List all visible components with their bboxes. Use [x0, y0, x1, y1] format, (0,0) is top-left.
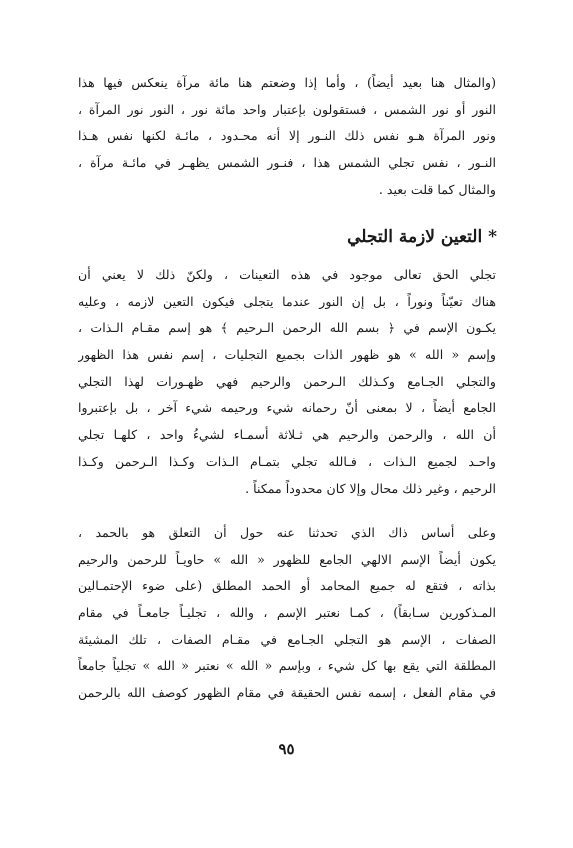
text-line: يكـون الإسم في ﴿ بسم الله الرحمن الـرحيم ﴾ هو إسم مقـام الـذات ،	[78, 320, 496, 336]
text-line: وعلى أساس ذاك الذي تحدثنا عنه حول أن التعلق هو بالحمد ،	[78, 525, 496, 540]
text-line: هناك تعيّناً ونوراً ، بل إن النور عندما يتجلى فيكون التعين لازمه ، وعليه	[78, 293, 496, 309]
text-line: النور أو نور الشمس ، فستقولون بإعتبار واحد مائة نور ، النور نور المرآة ،	[78, 101, 496, 117]
text-line: أن الله ، والرحمن والرحيم هي ثـلاثة أسمـاء لشيءُ واحد ، كلهـا تجلي	[78, 427, 496, 443]
text-line: النـور ، نفس تجلي الشمس هذا ، فنـور الشمس يظهـر في مائـة مرآة ،	[78, 155, 496, 171]
text-line: يكون أيضاً الإسم الالهي الجامع للظهور « الله » حاويـاً للرحمن والرحيم	[78, 551, 496, 567]
text-line: الرحيم ، وغير ذلك محال وإلا كان محدوداً ممكناً .	[245, 480, 496, 496]
paragraph-manifestation	[78, 262, 496, 502]
text-line: تجلي الحق تعالى موجود في هذه التعينات ، ولكنّ ذلك لا يعني أن	[78, 267, 496, 282]
section-heading: * التعين لازمة التجلي	[347, 227, 497, 247]
text-line: المطلقة التي يقع بها كل شيء ، وبإسم « الله » نعتبر « الله » تجلياً جامعاً	[78, 658, 496, 674]
text-line: بذاته ، فتقع له جميع المحامد أو الحمد المطلق (على ضوء الإحتمـالين	[78, 578, 496, 594]
paragraph-mirror-analogy	[78, 70, 496, 203]
page-number: ٩٥	[278, 740, 295, 758]
text-line: الصفات ، الإسم هو التجلي الجـامع في مقـام الصفات ، تلك المشيئة	[78, 631, 496, 647]
text-line: في مقام الفعل ، إسمه نفس الحقيقة في مقام الظهور كوصف الله بالرحمن	[78, 685, 496, 701]
text-line: والمثال كما قلت بعيد .	[378, 181, 496, 197]
paragraph-praise	[78, 520, 496, 707]
text-line: (والمثال هنا بعيد أيضاً) ، وأما إذا وضعتم هنا مائة مرآة ينعكس فيها هذا	[78, 75, 496, 90]
text-line: الجامع أيضاً ، لا بمعنى أنّ رحمانه شيء ورحيمه شيء آخر ، بل بإعتبروا	[78, 400, 496, 416]
text-line: المـذكورين سـابقاً) ، كمـا نعتبر الإسم ، والله ، تجليـاً جامعـاً في مقام	[78, 605, 496, 621]
text-line: وإسم « الله » هو ظهور الذات بجميع التجليات ، إسم نفس هذا الظهور	[78, 347, 496, 363]
text-line: والتجلي الجـامع وكـذلك الـرحمن والرحيم فهي ظهـورات لهذا التجلي	[78, 373, 496, 389]
text-line: واحـد لجميع الـذات ، فـالله تجلي بتمـام الـذات وكـذا الـرحمن وكـذا	[78, 453, 496, 469]
text-line: ونور المرآة هـو نفس ذلك النـور إلا أنه محـدود ، مائـة لكنها نفس هـذا	[78, 128, 496, 144]
